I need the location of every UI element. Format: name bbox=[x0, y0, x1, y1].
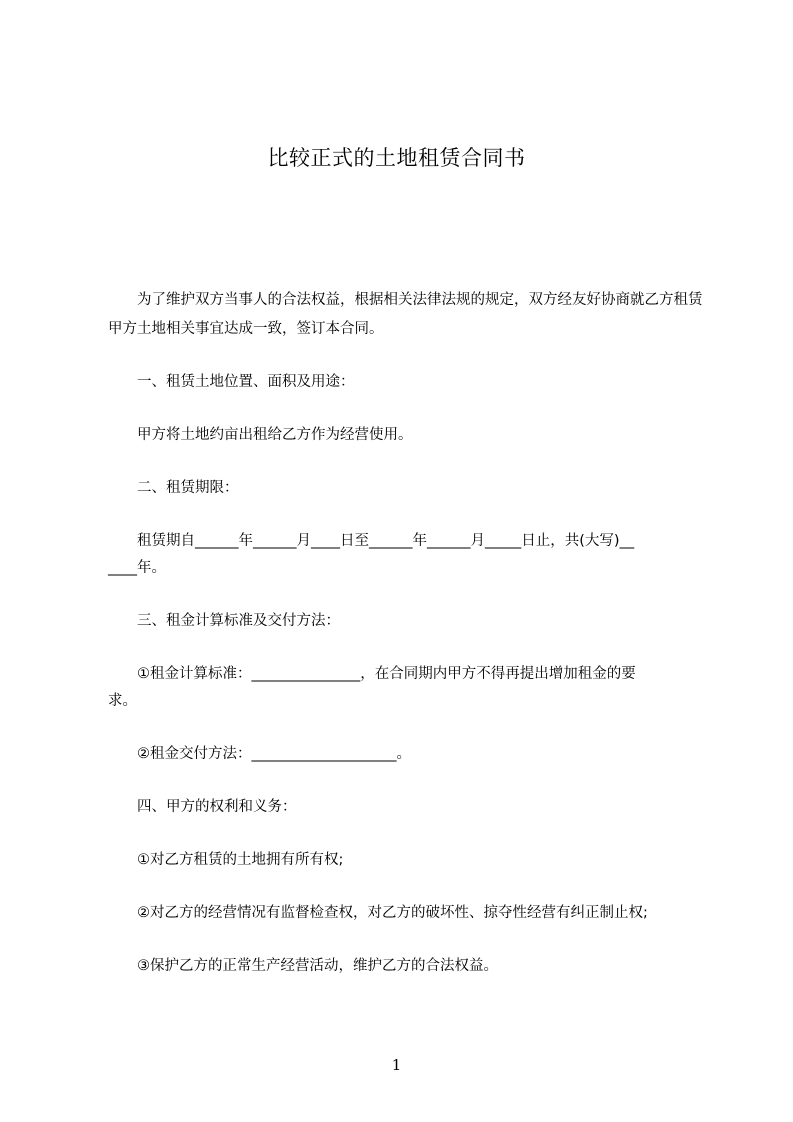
section1-content: 甲方将土地约亩出租给乙方作为经营使用。 bbox=[137, 427, 413, 443]
section2-content-line1: 租赁期自______年______月____日至______年______月_____日止，共(大写)__ bbox=[137, 533, 635, 549]
section2-content-line2: ____年。 bbox=[108, 560, 166, 576]
page-number: 1 bbox=[391, 1056, 402, 1074]
section1-heading: 一、租赁土地位置、面积及用途： bbox=[137, 374, 355, 390]
section3-heading: 三、租金计算标准及交付方法： bbox=[137, 613, 340, 629]
section4-item2: ②对乙方的经营情况有监督检查权，对乙方的破坏性、掠夺性经营有纠正制止权; bbox=[137, 905, 648, 921]
section4-heading: 四、甲方的权利和义务： bbox=[137, 799, 297, 815]
intro-paragraph: 为了维护双方当事人的合法权益，根据相关法律法规的规定，双方经友好协商就乙方租赁甲方土地相关事宜达成一致，签订本合同。 bbox=[108, 292, 703, 337]
section3-item1-line1: ①租金计算标准：_______________，在合同期内甲方不得再提出增加租金的要 bbox=[137, 666, 636, 682]
section4-item1: ①对乙方租赁的土地拥有所有权; bbox=[137, 852, 344, 868]
section3-item1-line2: 求。 bbox=[108, 693, 137, 709]
section3-item2: ②租金交付方法：____________________。 bbox=[137, 746, 411, 762]
section4-item3: ③保护乙方的正常生产经营活动，维护乙方的合法权益。 bbox=[137, 958, 498, 974]
section2-heading: 二、租赁期限： bbox=[137, 480, 239, 496]
document-title: 比较正式的土地租赁合同书 bbox=[267, 146, 526, 170]
